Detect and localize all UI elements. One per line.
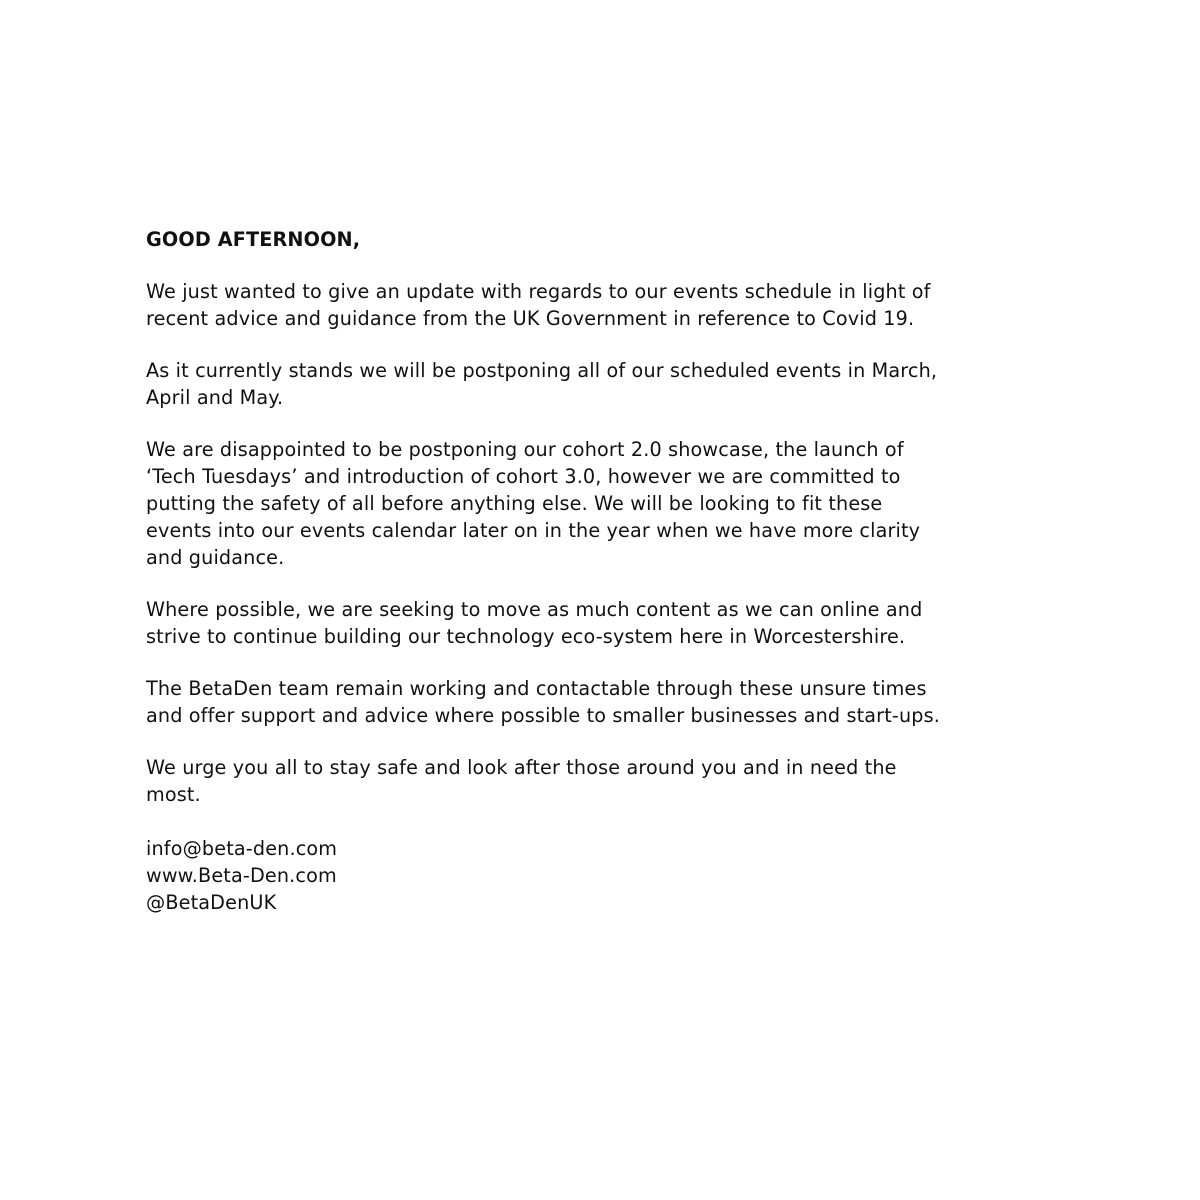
paragraph-line: and offer support and advice where possible to smaller businesses and start-ups.: [146, 704, 941, 727]
paragraph-line: We urge you all to stay safe and look after those around you and in need the: [146, 756, 897, 779]
contact-social-handle: @BetaDenUK: [146, 891, 277, 914]
paragraph-postponing: [146, 357, 1046, 411]
contact-website: www.Beta-Den.com: [146, 864, 337, 887]
paragraph-line: and guidance.: [146, 546, 285, 569]
letter-body: [146, 226, 1046, 916]
paragraph-line: putting the safety of all before anything else. We will be looking to fit these: [146, 492, 883, 515]
paragraph-line: We just wanted to give an update with regards to our events schedule in light of: [146, 280, 931, 303]
paragraph-line: ‘Tech Tuesdays’ and introduction of cohort 3.0, however we are committed to: [146, 465, 901, 488]
paragraph-line: April and May.: [146, 386, 284, 409]
contact-email: info@beta-den.com: [146, 837, 338, 860]
paragraph-line: strive to continue building our technology eco-system here in Worcestershire.: [146, 625, 906, 648]
paragraph-line: events into our events calendar later on in the year when we have more clarity: [146, 519, 921, 542]
greeting-heading: GOOD AFTERNOON,: [146, 228, 361, 251]
paragraph-line: recent advice and guidance from the UK Government in reference to Covid 19.: [146, 307, 915, 330]
contact-block: [146, 835, 1046, 916]
paragraph-disappointed: [146, 436, 1046, 571]
paragraph-line: We are disappointed to be postponing our cohort 2.0 showcase, the launch of: [146, 438, 904, 461]
paragraph-team: [146, 675, 1046, 729]
paragraph-online: [146, 596, 1046, 650]
paragraph-update: [146, 278, 1046, 332]
paragraph-line: As it currently stands we will be postponing all of our scheduled events in March,: [146, 359, 938, 382]
paragraph-stay-safe: [146, 754, 1046, 808]
paragraph-line: most.: [146, 783, 201, 806]
paragraph-line: The BetaDen team remain working and contactable through these unsure times: [146, 677, 927, 700]
paragraph-line: Where possible, we are seeking to move as much content as we can online and: [146, 598, 923, 621]
